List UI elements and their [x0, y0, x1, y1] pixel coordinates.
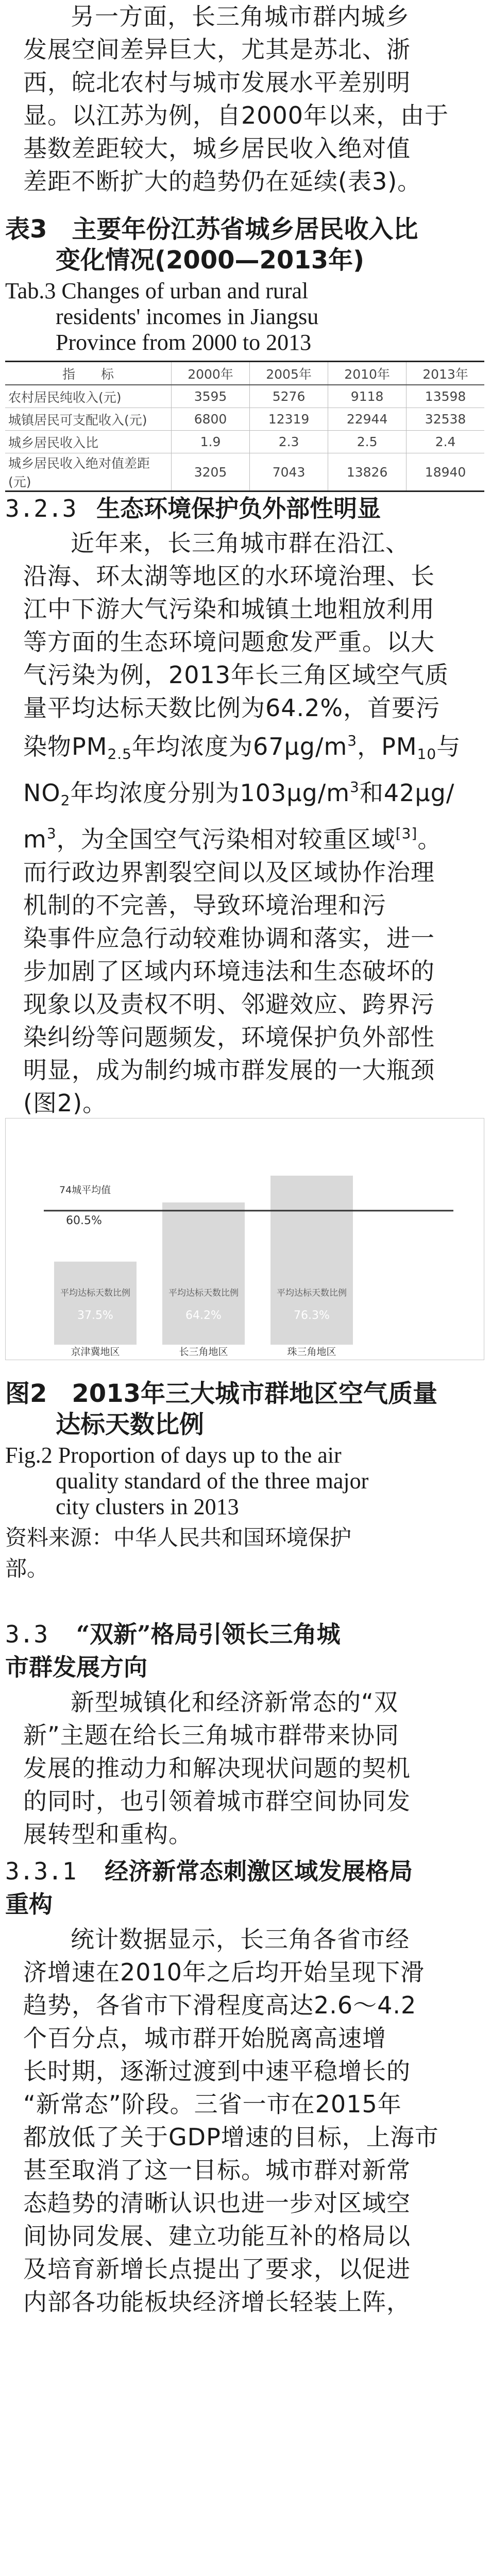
table-cell: 18940 [407, 453, 484, 492]
table-cell: 农村居民纯收入(元) [5, 385, 172, 408]
table-header: 2010年 [328, 362, 407, 385]
caption-line: residents' incomes in Jiangsu [56, 304, 319, 329]
text-line: (图2)。 [23, 1089, 107, 1117]
bar [162, 1202, 245, 1345]
section-number: 3.3.1 [5, 1857, 77, 1885]
section-title-cont: 市群发展方向 [5, 1653, 147, 1681]
table-cell: 3205 [172, 453, 250, 492]
caption-line: Province from 2000 to 2013 [56, 330, 312, 355]
source-line: 资料来源：中华人民共和国环境保护 [5, 1525, 352, 1550]
text-line: 西，皖北农村与城市发展水平差别明 [23, 69, 411, 96]
text-line: 沿海、环太湖等地区的水环境治理、长 [23, 562, 435, 590]
superscript: 3 [347, 732, 358, 749]
section-heading-3-3-1 [5, 1855, 413, 1921]
text-line: 差距不断扩大的趋势仍在延续(表3)。 [23, 167, 422, 195]
text-line: 近年来，长三角城市群在沿江、 [71, 529, 410, 557]
source-line: 部。 [5, 1556, 49, 1581]
text-line: 内部各功能板块经济增长轻装上阵， [23, 2288, 411, 2316]
text-line: 江中下游大气污染和城镇土地粗放利用 [23, 595, 435, 623]
text-line: 都放低了关于GDP增速的目标，上海市 [23, 2123, 439, 2151]
text-run: ，PM [357, 733, 417, 760]
text-line: 显。以江苏为例，自2000年以来，由于 [23, 101, 449, 129]
text-line: 长时期，逐渐过渡到中速平稳增长的 [23, 2057, 411, 2085]
subscript: 10 [417, 745, 437, 762]
table-cell: 城乡居民收入比 [5, 431, 172, 453]
x-tick-label: 长三角地区 [179, 1346, 228, 1358]
air-quality-bar-chart [5, 1118, 484, 1360]
citation[interactable]: [3] [395, 825, 418, 842]
table-cell: 2.4 [407, 431, 484, 453]
heading-line [5, 1855, 413, 1888]
caption-line: quality standard of the three major [56, 1468, 369, 1494]
text-run: 年均浓度分别为103μg/m [70, 779, 350, 807]
table-cell: 3595 [172, 385, 250, 408]
section-title: 经济新常态刺激区域发展格局 [105, 1857, 413, 1885]
text-run: NO [23, 779, 61, 807]
table-cell: 22944 [328, 408, 407, 431]
figure-caption-cn [5, 1378, 437, 1440]
reference-line-value: 60.5% [66, 1214, 102, 1227]
table-cell: 5276 [250, 385, 328, 408]
intro-paragraph [23, 0, 471, 198]
bar-label: 平均达标天数比例 [60, 1288, 130, 1298]
table-cell: 7043 [250, 453, 328, 492]
text-line: 染纠纷等问题频发，环境保护负外部性 [23, 1023, 435, 1051]
caption-line: 表3 主要年份江苏省城乡居民收入比 [5, 215, 418, 244]
text-run: 和42μg/ [359, 779, 455, 807]
text-line: 发展空间差异巨大，尤其是苏北、浙 [23, 36, 411, 63]
eco-paragraph [23, 527, 471, 1120]
table-cell: 12319 [250, 408, 328, 431]
figure-caption-en [5, 1443, 368, 1520]
caption-line: city clusters in 2013 [56, 1494, 239, 1519]
subscript: 2.5 [107, 745, 132, 762]
table-caption-cn [5, 214, 418, 276]
table-cell: 32538 [407, 408, 484, 431]
text-run: 年均浓度为67μg/m [131, 733, 348, 760]
income-table [5, 361, 484, 492]
text-line [23, 771, 471, 817]
text-line: 趋势，各省市下滑程度高达2.6～4.2 [23, 1991, 417, 2019]
text-line: 明显，成为制约城市群发展的一大瓶颈 [23, 1056, 435, 1084]
text-line: 另一方面，长三角城市群内城乡 [71, 3, 410, 30]
text-run: ，为全国空气污染相对较重区域 [56, 825, 396, 853]
text-line: 步加剧了区域内环境违法和生态破坏的 [23, 957, 435, 985]
table-cell: 2.5 [328, 431, 407, 453]
data-label: 37.5% [77, 1309, 113, 1322]
text-line: 统计数据显示，长三角各省市经 [71, 1925, 410, 1953]
paragraph-3-3 [23, 1686, 471, 1851]
section-number: 3.2.3 [5, 495, 77, 522]
caption-line: 图2 2013年三大城市群地区空气质量 [5, 1379, 437, 1408]
heading-line [5, 1618, 341, 1651]
section-heading-3-3 [5, 1618, 341, 1684]
table-header: 2013年 [407, 362, 484, 385]
data-label: 64.2% [185, 1309, 222, 1322]
table-header: 2005年 [250, 362, 328, 385]
bar [54, 1262, 137, 1345]
section-title: “双新”格局引领长三角城 [76, 1620, 341, 1648]
table-cell: 1.9 [172, 431, 250, 453]
text-line: 新”主题在给长三角城市群带来协同 [23, 1721, 399, 1749]
text-line: 机制的不完善，导致环境治理和污 [23, 891, 386, 919]
text-line [23, 817, 471, 856]
caption-line: 达标天数比例 [56, 1410, 205, 1439]
text-line: 个百分点，城市群开始脱离高速增 [23, 2024, 386, 2052]
section-heading-3-2-3 [5, 492, 381, 525]
text-line: 染事件应急行动较难协调和落实，进一 [23, 924, 435, 952]
table-cell: 6800 [172, 408, 250, 431]
text-line: “新常态”阶段。三省一市在2015年 [23, 2090, 402, 2118]
text-line: 新型城镇化和经济新常态的“双 [71, 1688, 398, 1716]
table-cell: 城乡居民收入绝对值差距(元) [5, 453, 172, 492]
text-line: 而行政边界割裂空间以及区域协作治理 [23, 858, 435, 886]
x-tick-label: 珠三角地区 [287, 1346, 336, 1358]
table-cell: 13598 [407, 385, 484, 408]
figure-source [5, 1522, 484, 1584]
table-row [5, 453, 484, 492]
text-line: 态趋势的清晰认识也进一步对区域空 [23, 2189, 411, 2217]
text-line: 现象以及责权不明、邻避效应、跨界污 [23, 990, 435, 1018]
text-line: 量平均达标天数比例为64.2%，首要污 [23, 694, 441, 722]
table-row [5, 431, 484, 453]
x-tick-label: 京津冀地区 [71, 1346, 120, 1358]
text-line: 间协同发展、建立功能互补的格局以 [23, 2222, 411, 2250]
caption-line: Fig.2 Proportion of days up to the air [5, 1443, 342, 1468]
data-label: 76.3% [294, 1309, 330, 1322]
superscript: 3 [46, 825, 57, 842]
text-run: 。 [417, 825, 442, 853]
text-line: 展转型和重构。 [23, 1820, 193, 1848]
table-cell: 13826 [328, 453, 407, 492]
table-row [5, 408, 484, 431]
table-row [5, 385, 484, 408]
caption-line: Tab.3 Changes of urban and rural [5, 278, 309, 303]
text-run: 与 [436, 733, 461, 760]
subscript: 2 [60, 792, 71, 809]
caption-line: 变化情况(2000—2013年) [56, 246, 365, 275]
table-header-row [5, 362, 484, 385]
superscript: 3 [350, 778, 360, 795]
section-title: 生态环境保护负外部性明显 [96, 495, 381, 522]
text-line [23, 724, 471, 771]
text-run: m [23, 825, 47, 853]
reference-line-label: 74城平均值 [59, 1184, 111, 1196]
text-line: 及培育新增长点提出了要求，以促进 [23, 2255, 411, 2283]
table-caption-en [5, 278, 318, 355]
paragraph-3-3-1 [23, 1923, 471, 2318]
section-title-cont: 重构 [5, 1890, 53, 1918]
text-line: 发展的推动力和解决现状问题的契机 [23, 1754, 411, 1782]
text-line: 等方面的生态环境问题愈发严重。以大 [23, 628, 435, 656]
text-line: 的同时，也引领着城市群空间协同发 [23, 1787, 411, 1815]
table-cell: 城镇居民可支配收入(元) [5, 408, 172, 431]
bar-label: 平均达标天数比例 [277, 1288, 347, 1298]
text-line: 基数差距较大，城乡居民收入绝对值 [23, 134, 411, 162]
text-line: 气污染为例，2013年长三角区域空气质 [23, 661, 449, 689]
table-cell: 9118 [328, 385, 407, 408]
text-line: 甚至取消了这一目标。城市群对新常 [23, 2156, 411, 2184]
bar-label: 平均达标天数比例 [168, 1288, 239, 1298]
table-header: 2000年 [172, 362, 250, 385]
table-header: 指 标 [5, 362, 172, 385]
text-run: 染物PM [23, 733, 108, 760]
text-line: 济增速在2010年之后均开始呈现下滑 [23, 1958, 425, 1986]
section-number: 3.3 [5, 1620, 48, 1648]
table-cell: 2.3 [250, 431, 328, 453]
